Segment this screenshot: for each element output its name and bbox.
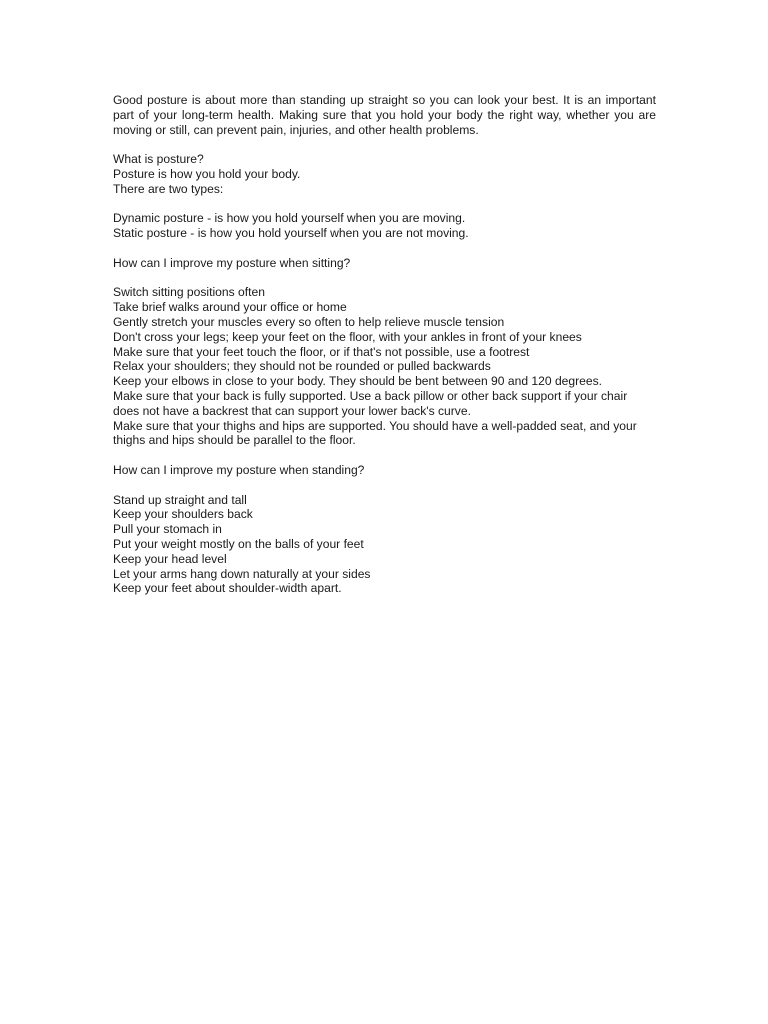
sitting-tip-item: Make sure that your back is fully supported. Use a back pillow or other back support if your chair does not have a backrest that can support your lower back's curve. <box>113 388 628 418</box>
standing-tip-item: Put your weight mostly on the balls of your feet <box>113 536 364 551</box>
sitting-tip-item: Keep your elbows in close to your body. They should be bent between 90 and 120 degrees. <box>113 374 603 389</box>
standing-tip-item: Keep your feet about shoulder-width apart. <box>113 581 342 596</box>
standing-tip-item: Let your arms hang down naturally at your sides <box>113 566 371 581</box>
standing-tip-item: Keep your head level <box>113 551 227 566</box>
standing-tip-item: Keep your shoulders back <box>113 507 253 522</box>
sitting-tip-item: Take brief walks around your office or home <box>113 300 347 315</box>
standing-heading: How can I improve my posture when standing? <box>113 462 365 477</box>
standing-heading-block <box>113 463 656 478</box>
posture-types-list <box>113 211 656 241</box>
posture-type-item: Dynamic posture - is how you hold yourself when you are moving. <box>113 211 466 226</box>
sitting-tip-item: Relax your shoulders; they should not be rounded or pulled backwards <box>113 359 491 374</box>
intro-paragraph: Good posture is about more than standing up straight so you can look your best. It is an important part of your long-term health. Making sure that you hold your body the right way, whether you are moving or still, can prevent pain, injuries, and other health problems. <box>113 93 656 137</box>
sitting-heading: How can I improve my posture when sitting? <box>113 255 351 270</box>
sitting-heading-block <box>113 256 656 271</box>
posture-types-intro: There are two types: <box>113 181 224 196</box>
posture-definition: Posture is how you hold your body. <box>113 166 301 181</box>
sitting-tip-item: Gently stretch your muscles every so often to help relieve muscle tension <box>113 314 505 329</box>
posture-type-item: Static posture - is how you hold yourself when you are not moving. <box>113 226 469 241</box>
document-body <box>113 93 656 596</box>
sitting-tip-item: Don't cross your legs; keep your feet on the floor, with your ankles in front of your knees <box>113 329 582 344</box>
standing-tip-item: Pull your stomach in <box>113 522 222 537</box>
sitting-tip-item: Make sure that your thighs and hips are supported. You should have a well-padded seat, and your thighs and hips should be parallel to the floor. <box>113 418 637 448</box>
sitting-tips-list <box>113 285 656 448</box>
what-is-posture-question: What is posture? <box>113 152 204 167</box>
what-is-posture-section <box>113 152 656 196</box>
sitting-tip-item: Make sure that your feet touch the floor, or if that's not possible, use a footrest <box>113 344 530 359</box>
standing-tip-item: Stand up straight and tall <box>113 492 247 507</box>
standing-tips-list <box>113 493 656 597</box>
sitting-tip-item: Switch sitting positions often <box>113 285 265 300</box>
